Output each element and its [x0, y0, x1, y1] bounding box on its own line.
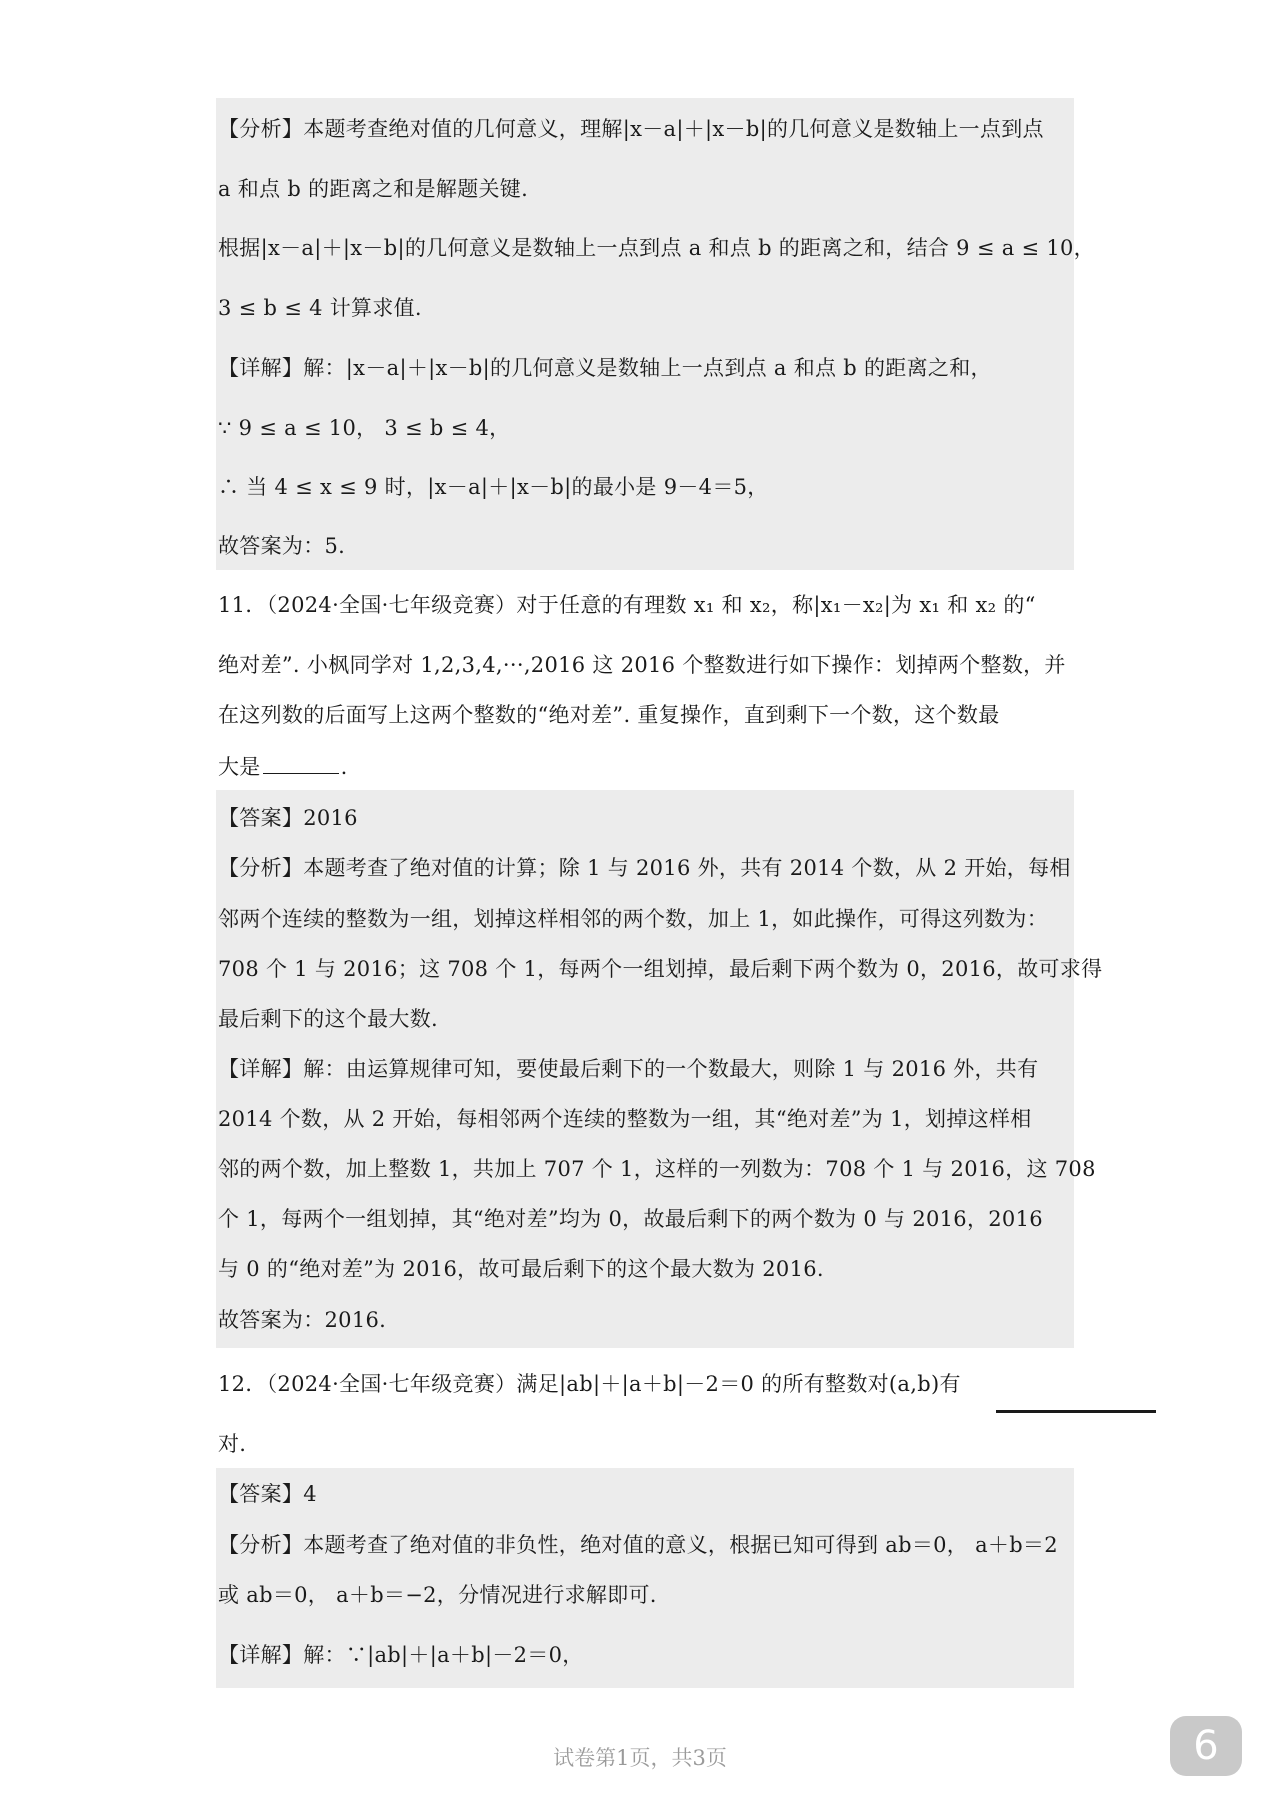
text-line: 个 1，每两个一组划掉，其“绝对差”均为 0，故最后剩下的两个数为 0 与 2016，2016 [218, 1207, 1043, 1231]
text-line: 3 ≤ b ≤ 4 计算求值. [218, 296, 422, 320]
question-12-line: 12．（2024·全国·七年级竞赛）满足|ab|＋|a＋b|－2＝0 的所有整数对(a,b)有 [218, 1372, 961, 1396]
text-fragment: 大是 [218, 755, 261, 779]
answer-blank [996, 1410, 1156, 1413]
text-line: 【详解】解：|x－a|＋|x－b|的几何意义是数轴上一点到点 a 和点 b 的距离之和， [218, 356, 992, 380]
text-line: a 和点 b 的距离之和是解题关键. [218, 177, 529, 201]
question-12-line: 对. [218, 1432, 247, 1456]
page-footer: 试卷第1页，共3页 [553, 1746, 727, 1770]
text-line: 【分析】本题考查绝对值的几何意义，理解|x－a|＋|x－b|的几何意义是数轴上一点到点 [218, 117, 1044, 141]
question-11-line: 绝对差”. 小枫同学对 1,2,3,4,···,2016 这 2016 个整数进行如下操作：划掉两个整数，并 [218, 653, 1066, 677]
text-line: 【详解】解：∵|ab|＋|a＋b|－2＝0， [218, 1643, 584, 1667]
text-line: 故答案为：2016. [218, 1308, 387, 1332]
question-11-line: 在这列数的后面写上这两个整数的“绝对差”. 重复操作，直到剩下一个数，这个数最 [218, 703, 1000, 727]
text-line: 或 ab＝0， a＋b＝−2，分情况进行求解即可. [218, 1583, 657, 1607]
text-line: 根据|x－a|＋|x－b|的几何意义是数轴上一点到点 a 和点 b 的距离之和，结合 9 ≤ a ≤ 10， [218, 236, 1095, 260]
text-line: 邻的两个数，加上整数 1，共加上 707 个 1，这样的一列数为：708 个 1 与 2016，这 708 [218, 1157, 1096, 1181]
text-fragment: . [340, 755, 348, 779]
text-line: 【分析】本题考查了绝对值的非负性，绝对值的意义，根据已知可得到 ab＝0， a＋b＝2 [218, 1533, 1058, 1557]
text-line: 最后剩下的这个最大数. [218, 1007, 438, 1031]
text-line: 2014 个数，从 2 开始，每相邻两个连续的整数为一组，其“绝对差”为 1，划掉这样相 [218, 1107, 1032, 1131]
text-line: 与 0 的“绝对差”为 2016，故可最后剩下的这个最大数为 2016. [218, 1257, 824, 1281]
text-line: 邻两个连续的整数为一组，划掉这样相邻的两个数，加上 1，如此操作，可得这列数为： [218, 907, 1049, 931]
text-line: 708 个 1 与 2016；这 708 个 1，每两个一组划掉，最后剩下两个数为 0，2016，故可求得 [218, 957, 1103, 981]
text-line: ∴ 当 4 ≤ x ≤ 9 时，|x－a|＋|x－b|的最小是 9－4＝5， [218, 475, 769, 499]
text-line: 【详解】解：由运算规律可知，要使最后剩下的一个数最大，则除 1 与 2016 外，共有 [218, 1057, 1039, 1081]
question-11-line: 11．（2024·全国·七年级竞赛）对于任意的有理数 x₁ 和 x₂，称|x₁－x₂|为 x₁ 和 x₂ 的“ [218, 593, 1036, 617]
question-11-line [218, 752, 348, 782]
page-number-badge: 6 [1170, 1716, 1242, 1776]
answer-blank [263, 755, 339, 774]
text-line: 【答案】2016 [218, 806, 358, 830]
text-line: 【答案】4 [218, 1482, 317, 1506]
text-line: 故答案为：5. [218, 534, 346, 558]
text-line: 【分析】本题考查了绝对值的计算；除 1 与 2016 外，共有 2014 个数，从 2 开始，每相 [218, 856, 1071, 880]
text-line: ∵ 9 ≤ a ≤ 10， 3 ≤ b ≤ 4， [218, 416, 511, 440]
